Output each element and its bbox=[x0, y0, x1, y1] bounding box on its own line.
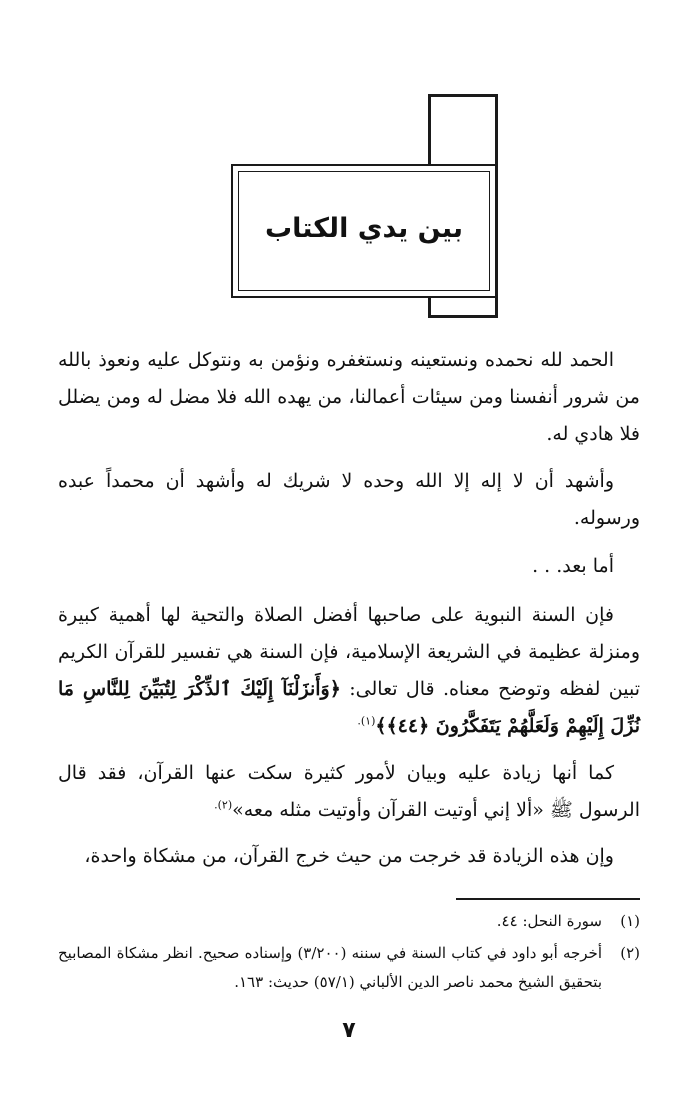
quran-verse: ﴿وَأَنزَلْنَآ إِلَيْكَ ٱلذِّكْرَ لِتُبَيِّنَ لِلنَّاسِ مَا نُزِّلَ إِلَيْهِمْ وَلَعَلَّهُمْ يَتَفَكَّرُونَ ﴿٤٤﴾﴾ bbox=[58, 678, 640, 737]
footnote-1-number: (١) bbox=[620, 912, 640, 930]
paragraph-sunnah-importance bbox=[58, 597, 640, 745]
footnote-divider bbox=[456, 898, 640, 900]
paragraph-shahada: وأشهد أن لا إله إلا الله وحده لا شريك له وأشهد أن محمداً عبده ورسوله. bbox=[58, 470, 640, 529]
page-number: ٧ bbox=[342, 1018, 356, 1043]
footnote-ref-2: (٢). bbox=[214, 798, 233, 812]
footnote-2-number: (٢) bbox=[620, 944, 640, 962]
paragraph-hadith-text: كما أنها زيادة عليه وبيان لأمور كثيرة سكت عنها القرآن، فقد قال الرسول ﷺ «ألا إني أوتيت القرآن وأوتيت مثله معه» bbox=[58, 762, 640, 821]
footnote-2-text: أخرجه أبو داود في كتاب السنة في سننه (٣/٢٠٠) وإسناده صحيح. انظر مشكاة المصابيح بتحقيق الشيخ محمد ناصر الدين الألباني (٥٧/١) حديث: ١٦٣. bbox=[58, 944, 602, 991]
paragraph-sunnah-text: فإن السنة النبوية على صاحبها أفضل الصلاة والتحية لها أهمية كبيرة ومنزلة عظيمة في الشريعة الإسلامية، فإن السنة هي تفسير للقرآن الكريم تبين لفظه وتوضح معناه. قال تعالى: bbox=[58, 604, 640, 700]
paragraph-opening-praise: الحمد لله نحمده ونستعينه ونستغفره ونؤمن به ونتوكل عليه ونعوذ بالله من شرور أنفسنا ومن سيئات أعمالنا، من يهده الله فلا مضل له ومن يضلل فلا هادي له. bbox=[58, 349, 640, 445]
footnote-2 bbox=[58, 939, 640, 997]
chapter-title-box bbox=[231, 164, 497, 298]
paragraph-hadith bbox=[58, 755, 640, 829]
paragraph-amma-baad: أما بعد. . . bbox=[532, 555, 614, 577]
footnote-1 bbox=[58, 907, 640, 936]
footnote-1-text: سورة النحل: ٤٤. bbox=[496, 912, 602, 930]
chapter-title: بين يدي الكتاب bbox=[264, 213, 464, 244]
footnote-ref-1: (١). bbox=[357, 714, 376, 728]
paragraph-continuation: وإن هذه الزيادة قد خرجت من حيث خرج القرآن، من مشكاة واحدة، bbox=[84, 845, 614, 867]
